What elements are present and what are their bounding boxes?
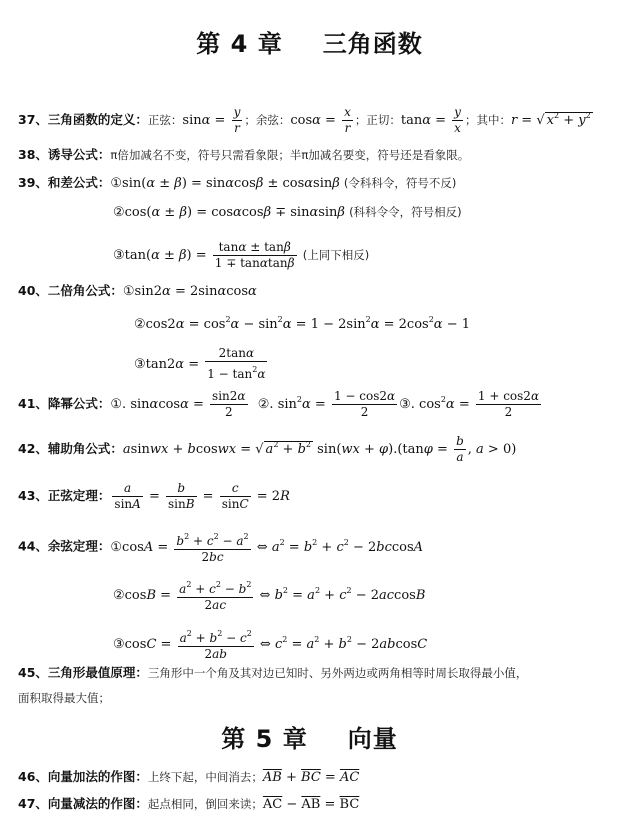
item-37-cosine-label: ；余弦： [244, 113, 291, 127]
item-42-auxiliary-angle [18, 434, 516, 465]
item-37-definition [18, 105, 593, 136]
item-39-formula-2: ②cos(α ± β) = cosαcosβ ∓ sinαsinβ [113, 205, 345, 220]
item-40-double-angle [18, 282, 257, 301]
item-39-note-3: (上同下相反) [302, 248, 370, 262]
item-45-line-2 [18, 689, 110, 708]
item-40-formula-2: ②cos2α = $\cos^2\alpha - \sin^2\alpha = 1 - 2\sin^2\alpha = 2\cos^2\alpha - 1$ [134, 315, 471, 332]
item-40-formula-1: ①sin2α = 2sinαcosα [122, 284, 257, 299]
item-39-note-1: (令科科令，符号不反) [343, 176, 457, 190]
item-46-formula: $\overline{AB} + \overline{BC} = \overline{AC}$ [262, 770, 360, 785]
item-39-label: 39、和差公式： [18, 175, 111, 190]
item-40-line-3 [134, 346, 269, 382]
item-45-triangle-extremum [18, 664, 527, 683]
item-37-radius-formula: r = √ $x^2 + y^2$ [510, 111, 591, 128]
item-39-formula-1: ①sin(α ± β) = sinαcosβ ± cosαsinβ [110, 176, 340, 191]
item-37-label: 37、三角函数的定义： [18, 112, 148, 127]
item-37-sine-formula: sinα = $\frac{y}{r}$ [182, 105, 241, 135]
item-47-text: 起点相同，倒回来读； [147, 797, 263, 811]
item-40-line-2 [134, 311, 470, 334]
item-39-note-2: (科科令令，符号相反) [349, 205, 462, 219]
chapter-5-number: 第 5 章 [221, 725, 308, 753]
item-38-text: π倍加减名不变，符号只需看象限；半π加减名要变，符号还是看象限。 [110, 148, 470, 162]
chapter-4-name: 三角函数 [322, 30, 423, 58]
item-46-text: 上终下起，中间消去； [147, 770, 263, 784]
item-39-formula-3: ③tan(α ± β) = $\frac{\tan\alpha \pm \tan\beta}{1 \mp \tan\alpha\tan\beta}$ [113, 240, 295, 270]
item-39-sum-difference [18, 174, 456, 193]
item-44-formula-2: ②cosB = $\frac{a^2 + c^2 - b^2}{2ac}$ ⇔ $b^2 = a^2 + c^2 - 2accosB$ [113, 588, 425, 603]
item-44-label: 44、余弦定理： [18, 538, 111, 554]
item-43-label: 43、正弦定理： [18, 488, 111, 503]
item-41-formula: ①. sinαcosα = $\frac{\sin 2\alpha}{2}$ ②. $\sin^2\alpha$ = $\frac{1 - \cos 2\alpha}{2}$ ③. $\cos^2\alpha$ = $\frac{1 + \cos 2\alpha}{2}$ [110, 389, 540, 419]
item-46-label: 46、向量加法的作图： [18, 769, 148, 784]
chapter-5-title [0, 719, 619, 754]
item-47-formula: $\overline{AC} - \overline{AB} = \overline{BC}$ [262, 797, 360, 812]
item-37-tangent-label: ；正切： [354, 113, 401, 127]
item-44-law-of-cosines [18, 529, 423, 565]
item-43-formula: $\frac{a}{\sin A}$ = $\frac{b}{\sin B}$ = $\frac{c}{\sin C}$ = 2R [114, 481, 290, 511]
item-46-vector-addition [18, 768, 359, 787]
item-39-line-2 [113, 203, 462, 222]
item-44-line-3 [113, 626, 427, 662]
item-44-formula-1: ①cosA = $\frac{b^2 + c^2 - a^2}{2bc}$ ⇔ $a^2 = b^2 + c^2 - 2bccosA$ [110, 540, 423, 555]
chapter-4-title [0, 24, 619, 59]
item-40-label: 40、二倍角公式： [18, 283, 123, 298]
item-41-label: 41、降幂公式： [18, 396, 111, 411]
item-45-text-2: 面积取得最大值； [18, 691, 110, 705]
item-37-where-label: ；其中： [464, 113, 511, 127]
item-39-line-3 [113, 240, 369, 271]
item-45-label: 45、三角形最值原理： [18, 665, 148, 680]
item-37-sine-label: 正弦： [147, 113, 183, 127]
item-41-power-reduction [18, 389, 543, 420]
item-47-label: 47、向量减法的作图： [18, 796, 148, 811]
chapter-4-number: 第 4 章 [196, 30, 283, 58]
chapter-5-name: 向量 [347, 725, 398, 753]
item-38-induction [18, 146, 469, 165]
item-37-tangent-formula: tanα = $\frac{y}{x}$ [400, 105, 461, 135]
item-42-label: 42、辅助角公式： [18, 441, 123, 456]
item-37-cosine-formula: cosα = $\frac{x}{r}$ [290, 105, 351, 135]
item-44-line-2 [113, 577, 425, 613]
item-42-formula: asinwx + bcoswx = √ $a^2 + b^2$ sin(wx + φ).(tanφ = $\frac{b}{a}$ , a > 0) [122, 434, 517, 464]
item-44-formula-3: ③cosC = $\frac{a^2 + b^2 - c^2}{2ab}$ ⇔ $c^2 = a^2 + b^2 - 2abcosC$ [113, 637, 427, 652]
item-45-text: 三角形中一个角及其对边已知时、另外两边或两角相等时周长取得最小值， [147, 666, 528, 680]
item-38-label: 38、诱导公式： [18, 147, 111, 162]
item-47-vector-subtraction [18, 795, 359, 814]
item-43-law-of-sines [18, 481, 290, 512]
item-40-formula-3: ③tan2α = $\frac{2\tan\alpha}{1 - \tan^2\alpha}$ [134, 346, 266, 381]
